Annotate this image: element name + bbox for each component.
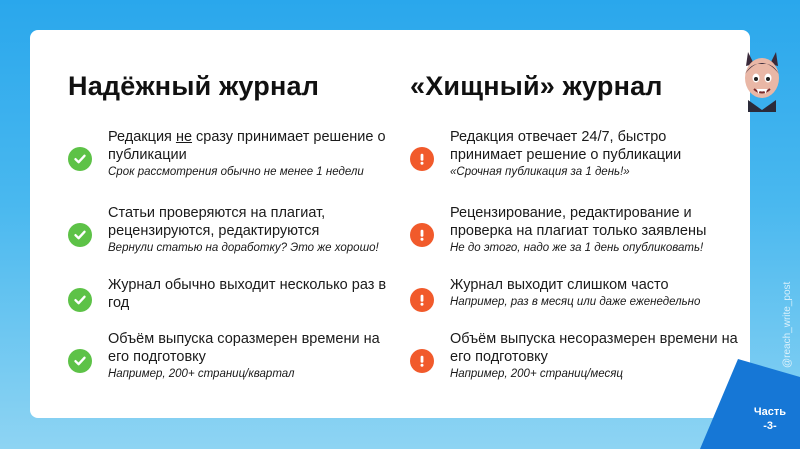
mascot-illustration: [742, 44, 782, 112]
watermark-text: @reach_write_post: [782, 281, 793, 368]
item-note: «Срочная публикация за 1 день!»: [450, 166, 630, 178]
item-text: [108, 330, 398, 380]
item-text: [108, 276, 398, 312]
item-main-text: Редакция отвечает 24/7, быстро принимает решение о публикации: [450, 129, 682, 163]
exclamation-icon: [410, 288, 434, 312]
item-note: Например, 200+ страниц/месяц: [450, 368, 623, 380]
item-main-text: Журнал выходит слишком часто: [450, 277, 669, 293]
item-note: Срок рассмотрения обычно не менее 1 недели: [108, 166, 364, 178]
item-note: Например, раз в месяц или даже еженедельно: [450, 296, 701, 308]
item-note: Не до этого, надо же за 1 день опубликовать!: [450, 242, 704, 254]
checkmark-icon: [68, 223, 92, 247]
part-label-line2: -3-: [763, 420, 777, 432]
exclamation-icon: [410, 349, 434, 373]
part-label-line1: Часть: [753, 406, 786, 418]
exclamation-icon: [410, 223, 434, 247]
checkmark-icon: [68, 147, 92, 171]
item-main-text: Объём выпуска соразмерен времени на его подготовку: [108, 331, 380, 365]
item-text: [108, 204, 398, 254]
item-note: Например, 200+ страниц/квартал: [108, 368, 295, 380]
item-main-text: Статьи проверяются на плагиат, рецензируются, редактируются: [108, 205, 326, 239]
reliable-journal-column: [68, 66, 388, 380]
item-main-text: Редакция не сразу принимает решение о публикации: [108, 129, 386, 163]
item-text: [450, 204, 740, 254]
part-label: [754, 405, 786, 433]
item-text: [450, 128, 740, 178]
item-main-text: Журнал обычно выходит несколько раз в год: [108, 277, 387, 311]
predatory-journal-column: [410, 66, 740, 380]
item-text: [450, 276, 740, 308]
predatory-journal-title: «Хищный» журнал: [410, 71, 663, 101]
checkmark-icon: [68, 349, 92, 373]
item-main-text: Объём выпуска несоразмерен времени на его подготовку: [450, 331, 738, 365]
item-text: [108, 128, 398, 178]
slide-card: [30, 30, 750, 418]
item-text: [450, 330, 740, 380]
item-note: Вернули статью на доработку? Это же хорошо!: [108, 242, 379, 254]
checkmark-icon: [68, 288, 92, 312]
reliable-journal-title: Надёжный журнал: [68, 71, 320, 101]
exclamation-icon: [410, 147, 434, 171]
item-main-text: Рецензирование, редактирование и проверка на плагиат только заявлены: [450, 205, 707, 239]
